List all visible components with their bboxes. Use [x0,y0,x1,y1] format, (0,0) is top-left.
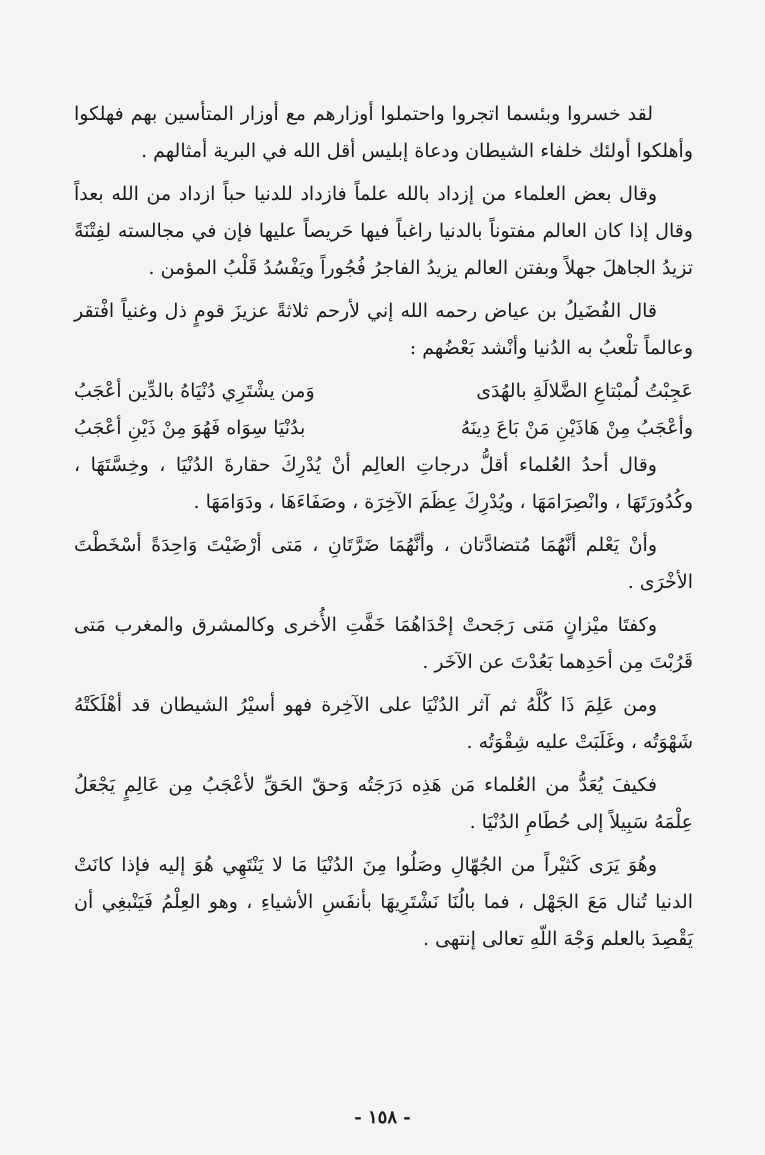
verse-first-hemistich: عَجِبْتُ لُمبْتاعِ الضَّلالَةِ بالهُدَى [476,380,693,402]
verse-first-hemistich: وأعْجَبُ مِنْ هَاذَيْنِ مَنْ بَاعَ دِينَهُ [460,417,693,439]
paragraph: وقال أحدُ العُلماء أقلُّ درجاتِ العالِم أنْ يُدْرِكَ حقارةَ الدُنْيَا ، وخِسَّتَهَا ، وكُدُورَتَهَا ، وانْصِرَامَهَا ، ويُدْرِكَ عِظَمَ الآخِرَة ، وصَفَاءَهَا ، ودَوَامَهَا . [74,454,693,513]
verse-second-hemistich: وَمن يشْتَرِي دُنْيَاهُ بالدِّين أعْجَبُ [74,380,315,402]
page-number: - ١٥٨ - [354,1107,411,1128]
poem-verse [74,410,693,447]
paragraph: ومن عَلِمَ ذَا كُلَّهُ ثم آثر الدُنْيَا على الآخِرة فهو أسيْرُ الشيطان قد أهْلَكَتْهُ شَهْوَتُه ، وغَلَبَتْ عليه شِقْوَتُه . [74,694,693,753]
paragraph: قال الفُضَيلُ بن عياض رحمه الله إني لأرحم ثلاثةً عزيزَ قومٍ ذل وغنياً افْتقر وعالماً تلْعبُ به الدُنيا وأنْشد بَعْضُهم : [74,300,693,359]
poem-verse [74,373,693,410]
verse-second-hemistich: بدُنْيَا سِوَاه فَهُوَ مِنْ ذَيْنِ أعْجَبُ [74,417,306,439]
paragraph: وأنْ يَعْلم أنَّهُمَا مُتضادَّتان ، وأنَّهُمَا ضَرَّتَانِ ، مَتى أرْضَيْتَ وَاحِدَةً أسْخَطْتَ الأخْرَى . [74,534,693,593]
page-body [74,96,693,964]
paragraph: وهُوَ يَرَى كَثيْراً من الجُهّالِ وصَلُوا مِنَ الدُنْيَا مَا لا يَنْتَهِي هُوَ إليه فإذا كانَتْ الدنيا تُنال مَعَ الجَهْل ، فما بالُنَا نَشْتَرِيهَا بأنفَسِ الأشياءِ ، وهو العِلْمُ فَيَنْبغِي أن يَقْصِدَ بالعلم وَجْهَ اللّهِ تعالى إنتهى . [74,854,693,950]
paragraph: وقال بعض العلماء من إزداد بالله علماً فازداد للدنيا حباً ازداد من الله بعداً وقال إذا كان العالم مفتوناً بالدنيا راغباً فيها حَريصاً عليها فإن في مجالسته لفِتْنَةً تزيدُ الجاهلَ جهلاً وبفتن العالم يزيدُ الفاجرُ فُجُوراً ويَفْسُدُ قَلْبُ المؤمن . [74,183,693,279]
paragraph: فكيفَ يُعَدُّ من العُلماء مَن هَذِه دَرَجَتُه وَحقّ الحَقِّ لأعْجَبُ مِن عَالِمٍ يَجْعَلُ عِلْمَهُ سَبِيلاً إلى حُطَامِ الدُنْيَا . [74,774,693,833]
paragraph: وكفتَا ميْزانٍ مَتى رَجَحتْ إحْدَاهُمَا خَفَّتِ الأُخرى وكالمشرق والمغرب مَتى قَرُبْتَ مِن أحَدِهما بَعُدْتَ عن الآخَر . [74,614,693,673]
paragraph: لقد خسروا وبئسما اتجروا واحتملوا أوزارهم مع أوزار المتأسين بهم فهلكوا وأهلكوا أولئك خلفاء الشيطان ودعاة إبليس أقل الله في البرية أمثالهم . [74,103,693,162]
